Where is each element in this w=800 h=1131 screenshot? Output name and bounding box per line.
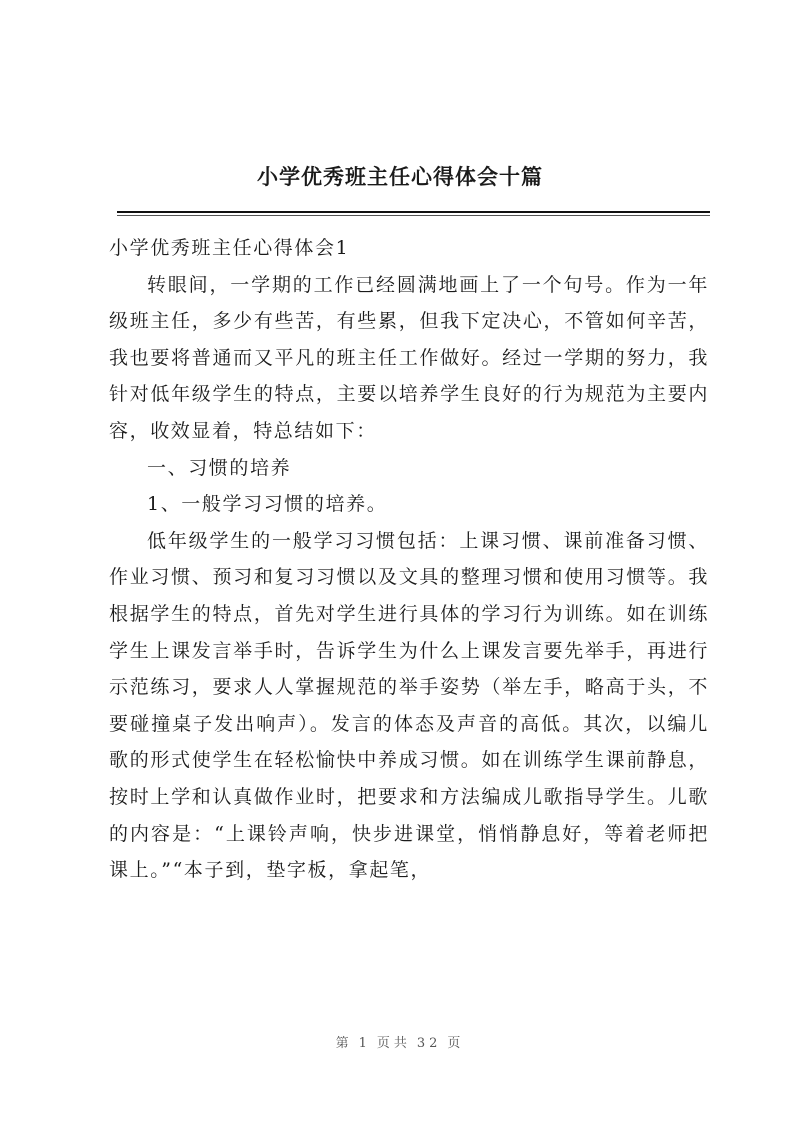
footer-page-suffix: 页 <box>447 1036 465 1051</box>
document-body <box>109 230 709 889</box>
footer-page-number: 1 <box>358 1036 371 1051</box>
heading-habit-training: 一、习惯的培养 <box>147 456 292 479</box>
section-heading: 小学优秀班主任心得体会1 <box>109 237 350 259</box>
page-title: 小学优秀班主任心得体会十篇 <box>257 164 543 189</box>
title-divider-thin <box>117 215 710 216</box>
paragraph-intro: 转眼间，一学期的工作已经圆满地画上了一个句号。作为一年级班主任，多少有些苦，有些累，但我下定决心，不管如何辛苦，我也要将普通而又平凡的班主任工作做好。经过一学期的努力，我针对低年级学生的特点，主要以培养学生良好的行为规范为主要内容，收效显着，特总结如下： <box>109 273 709 442</box>
footer-page-middle: 页共 <box>376 1036 411 1051</box>
subheading-general-habits: 1、一般学习习惯的培养。 <box>147 493 388 516</box>
page-footer <box>0 1032 800 1051</box>
paragraph-general-habits: 低年级学生的一般学习习惯包括：上课习惯、课前准备习惯、作业习惯、预习和复习习惯以及文具的整理习惯和使用习惯等。我根据学生的特点，首先对学生进行具体的学习行为训练。如在训练学生上课发言举手时，告诉学生为什么上课发言要先举手，再进行示范练习，要求人人掌握规范的举手姿势（举左手，略高于头，不要碰撞桌子发出响声）。发言的体态及声音的高低。其次，以编儿歌的形式使学生在轻松愉快中养成习惯。如在训练学生课前静息，按时上学和认真做作业时，把要求和方法编成儿歌指导学生。儿歌的内容是：“上课铃声响，快步进课堂，悄悄静息好，等着老师把课上。”“本子到，垫字板，拿起笔， <box>109 529 709 882</box>
title-divider <box>117 211 710 213</box>
footer-total-pages: 32 <box>416 1036 442 1051</box>
footer-page-prefix: 第 <box>335 1036 353 1051</box>
